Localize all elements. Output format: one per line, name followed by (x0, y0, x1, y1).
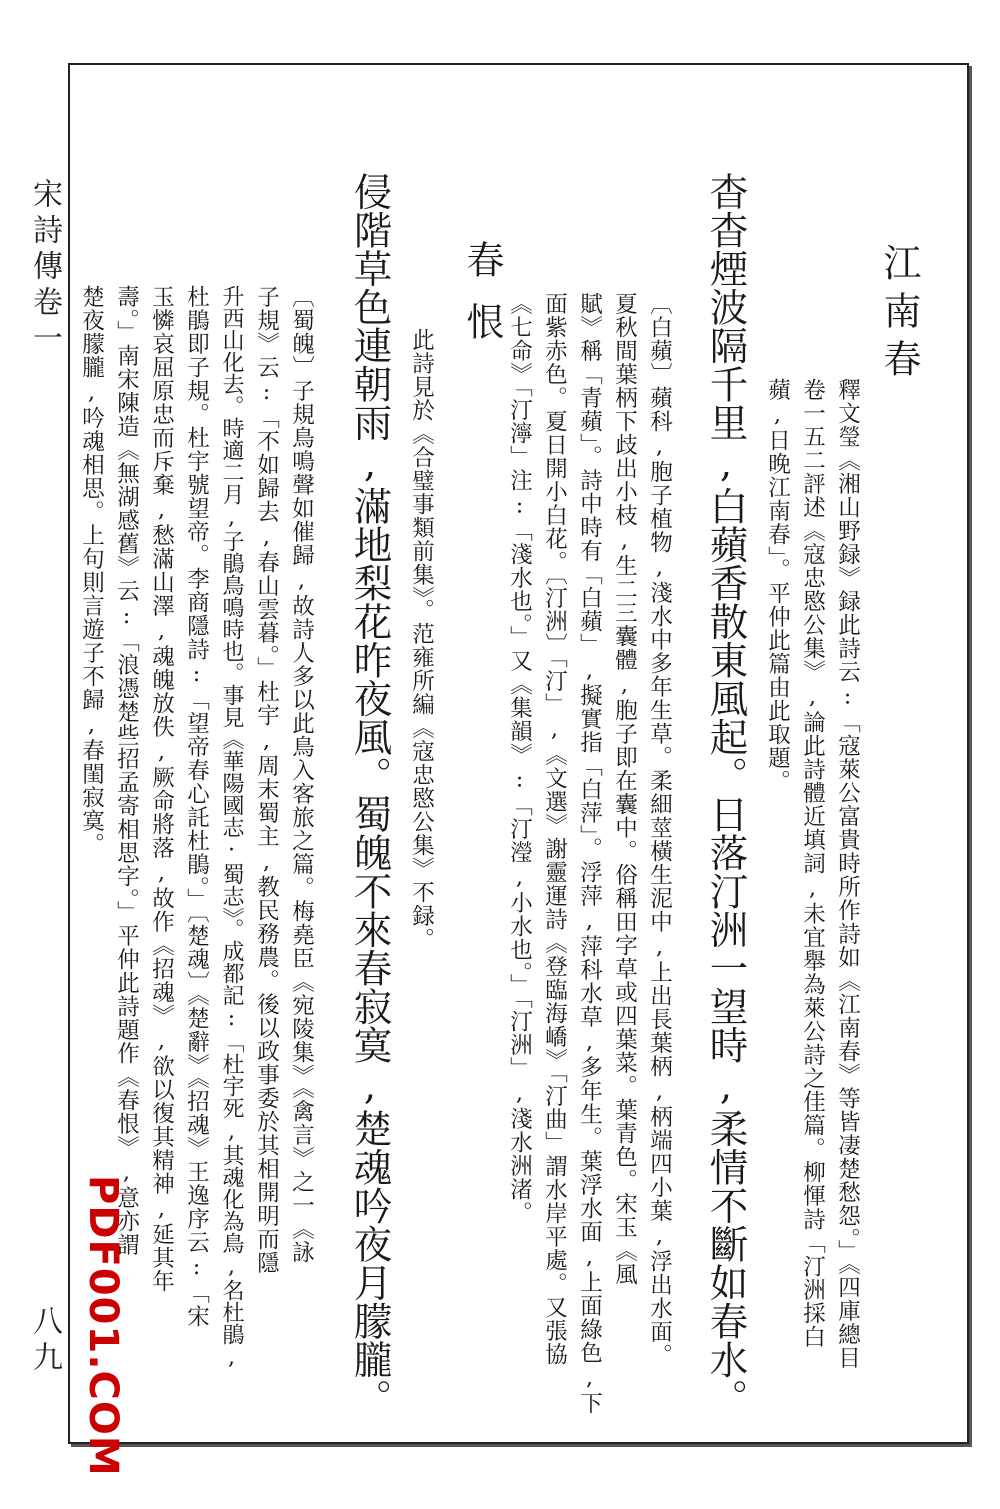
section2-note-line: 此詩見於《合璧事類前集》。范雍所編《寇忠愍公集》不録。 (408, 328, 435, 952)
section1-annotation-line: 《七命》「汀濘」注:「淺水也。」又《集韻》:「汀瀅,小水也。」「汀洲」,淺水洲渚。 (506, 292, 533, 1225)
section2-annotation-line: 壽。」南宋陳造《無湖感舊》云:「浪憑楚些招孟寄相思字。」平仲此詩題作《春恨》,意亦謂 (113, 285, 140, 1257)
page-number: 八九 (27, 1305, 62, 1377)
section2-poem: 侵階草色連朝雨,滿地梨花昨夜風。蜀魄不來春寂寞,楚魂吟夜月朦朧。 (347, 172, 393, 1417)
section1-poem: 杳杳煙波隔千里,白蘋香散東風起。日落汀洲一望時,柔情不斷如春水。 (703, 172, 749, 1417)
section2-title: 春恨 (460, 240, 504, 364)
section2-annotation-line: 楚夜朦朧,吟魂相思。上句則言遊子不歸,春閨寂寞。 (78, 285, 105, 856)
section2-annotation-line: 杜鵑即子規。杜宇號望帝。李商隱詩:「望帝春心託杜鵑。」〔楚魂〕《楚辭》《招魂》王逸序云:「宋 (183, 285, 210, 1328)
section1-annotation-line: 夏秋間葉柄下歧出小枝,生二三囊體,胞子即在囊中。俗稱田字草或四葉菜。葉青色。宋玉《風 (611, 292, 638, 1286)
section1-note-line: 蘋,日晚江南春」。平仲此篇由此取題。 (764, 378, 791, 794)
section1-annotation-line: 賦》稱「青蘋」。詩中時有「白蘋」,擬實指「白萍」。浮萍,萍科水草,多年生。葉浮水面,上面綠色,下 (576, 292, 603, 1415)
section1-annotation-line: 面紫赤色。夏日開小白花。〔汀洲〕「汀」,《文選》謝靈運詩《登臨海嶠》「汀曲」謂水岸平處。又張協 (541, 292, 568, 1367)
section2-annotation-line: 升西山化去。時適二月,子鵑鳥鳴時也。事見《華陽國志·蜀志》。成都記:「杜宇死,其魂化為鳥,名杜鵑, (219, 285, 244, 1370)
section1-annotation-line: 〔白蘋〕蘋科,胞子植物,淺水中多年生草。柔細莖橫生泥中,上出長葉柄,柄端四小葉,浮出水面。 (646, 292, 673, 1367)
section1-title: 江南春 (877, 243, 921, 387)
section2-annotation-line: 玉憐哀屈原忠而斥棄,愁滿山澤,魂魄放佚,厥命將落,故作《招魂》,欲以復其精神,延其年 (148, 285, 175, 1293)
section1-note-line: 釋文瑩《湘山野録》録此詩云:「寇萊公富貴時所作詩如《江南春》等皆凄楚愁怨。」《四庫總目 (834, 378, 861, 1370)
section1-note-line: 卷一五二評述《寇忠愍公集》,論此詩體近填詞,未宜舉為萊公詩之佳篇。柳惲詩「汀洲採白 (799, 378, 826, 1349)
section2-annotation-line: 〔蜀魄〕子規鳥鳴聲如催歸,故詩人多以此鳥入客旅之篇。梅堯臣《宛陵集》《禽言》之一《詠 (288, 285, 315, 1265)
section2-annotation-line: 子規》云:「不如歸去,春山雲暮。」杜宇,周末蜀主,教民務農。後以政事委於其相開明而隱 (253, 285, 280, 1275)
book-title: 宋詩傳卷一 (27, 178, 62, 358)
watermark: PDF001.COM (80, 1175, 126, 1477)
